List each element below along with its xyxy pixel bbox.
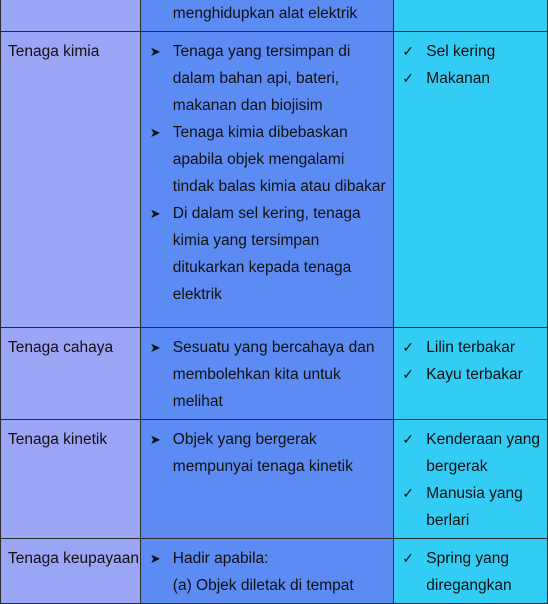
table-row <box>1 32 548 328</box>
arrow-bullet-icon: ➤ <box>149 125 161 140</box>
list-item: ✓ Sel kering <box>400 38 541 65</box>
list-item: ✓ Makanan <box>400 65 541 92</box>
description-cell <box>140 539 393 604</box>
check-icon: ✓ <box>402 550 415 566</box>
arrow-bullet-icon: ➤ <box>149 551 161 566</box>
list-item: ✓ Lilin terbakar <box>400 334 541 361</box>
list-item: ✓ Spring yang diregangkan <box>400 545 541 599</box>
description-cell <box>140 32 393 328</box>
examples-cell <box>394 328 548 420</box>
table-row <box>1 0 548 32</box>
check-icon: ✓ <box>402 366 415 382</box>
arrow-bullet-icon: ➤ <box>149 44 161 59</box>
list-item: ✓ Kenderaan yang bergerak <box>400 426 541 480</box>
description-cell <box>140 420 393 539</box>
examples-cell <box>394 420 548 539</box>
table-row <box>1 328 548 420</box>
description-cell <box>140 0 393 32</box>
list-item: ➤ Tenaga kimia dibebaskan apabila objek mengalami tindak balas kimia atau dibakar <box>147 119 387 200</box>
examples-cell <box>394 0 548 32</box>
examples-cell <box>394 539 548 604</box>
energy-type-cell: Tenaga kimia <box>1 32 141 328</box>
sub-point: (a) Objek diletak di tempat <box>172 577 354 594</box>
arrow-bullet-icon: ➤ <box>149 340 161 355</box>
list-item: ➤ Objek yang bergerak mempunyai tenaga kinetik <box>147 426 387 480</box>
energy-type-cell <box>1 0 141 32</box>
list-item: ✓ Manusia yang berlari <box>400 480 541 534</box>
arrow-bullet-icon: ➤ <box>149 206 161 221</box>
check-icon: ✓ <box>402 339 415 355</box>
examples-cell <box>394 32 548 328</box>
energy-type-cell: Tenaga keupayaan <box>1 539 141 604</box>
list-item: ➤ Di dalam sel kering, tenaga kimia yang tersimpan ditukarkan kepada tenaga elektrik <box>147 200 387 308</box>
check-icon: ✓ <box>402 43 415 59</box>
energy-type-cell: Tenaga kinetik <box>1 420 141 539</box>
list-item: ➤ Sesuatu yang bercahaya dan membolehkan kita untuk melihat <box>147 334 387 415</box>
list-item: ➤ Hadir apabila: (a) Objek diletak di tempat <box>147 545 387 599</box>
description-continuation: menghidupkan alat elektrik <box>172 5 358 22</box>
arrow-bullet-icon: ➤ <box>149 432 161 447</box>
list-item: ➤ Tenaga yang tersimpan di dalam bahan api, bateri, makanan dan biojisim <box>147 38 387 119</box>
list-item: ✓ Kayu terbakar <box>400 361 541 388</box>
table-row <box>1 420 548 539</box>
description-cell <box>140 328 393 420</box>
check-icon: ✓ <box>402 70 415 86</box>
table-row <box>1 539 548 604</box>
check-icon: ✓ <box>402 485 415 501</box>
energy-type-cell: Tenaga cahaya <box>1 328 141 420</box>
check-icon: ✓ <box>402 431 415 447</box>
